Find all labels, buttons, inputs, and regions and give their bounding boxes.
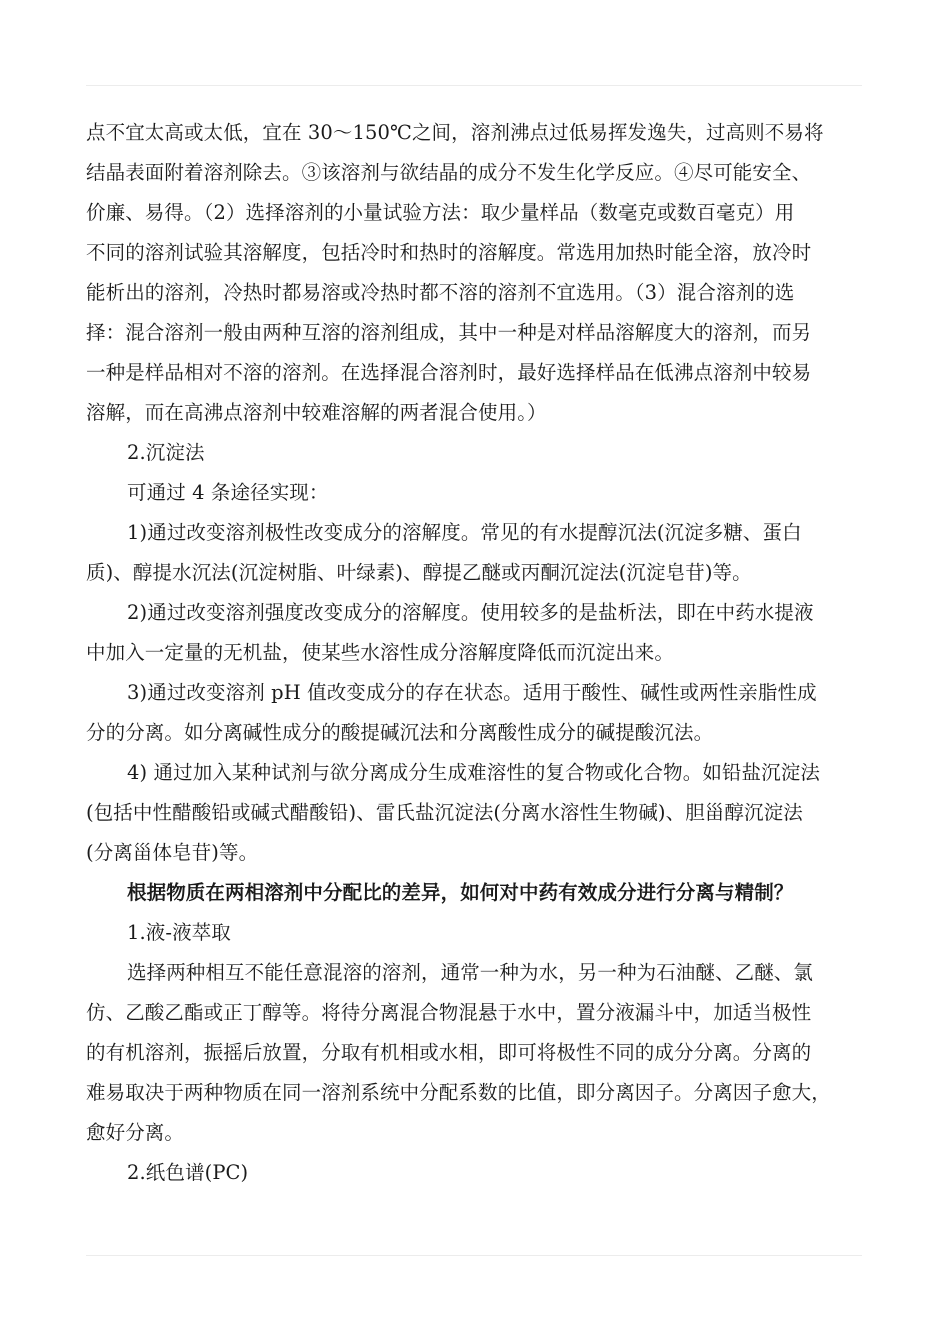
text-line: 结晶表面附着溶剂除去。③该溶剂与欲结晶的成分不发生化学反应。④尽可能安全、 [86, 161, 812, 184]
text-line: 的有机溶剂，振摇后放置，分取有机相或水相，即可将极性不同的成分分离。分离的 [86, 1041, 812, 1064]
text-line: 难易取决于两种物质在同一溶剂系统中分配系数的比值，即分离因子。分离因子愈大， [86, 1081, 831, 1104]
section-heading: 2.沉淀法 [127, 441, 205, 464]
text-line: 择：混合溶剂一般由两种互溶的溶剂组成，其中一种是对样品溶解度大的溶剂，而另 [86, 321, 812, 344]
list-item-start: 2)通过改变溶剂强度改变成分的溶解度。使用较多的是盐析法，即在中药水提液 [127, 601, 814, 624]
text-line: 质)、醇提水沉法(沉淀树脂、叶绿素)、醇提乙醚或丙酮沉淀法(沉淀皂苷)等。 [86, 561, 752, 584]
text-line: 不同的溶剂试验其溶解度，包括冷时和热时的溶解度。常选用加热时能全溶，放冷时 [86, 241, 812, 264]
text-line: 愈好分离。 [86, 1121, 185, 1144]
footer-rule [86, 1255, 862, 1256]
document-body [86, 113, 866, 1193]
text-line: (分离甾体皂苷)等。 [86, 841, 259, 864]
text-line: 中加入一定量的无机盐，使某些水溶性成分溶解度降低而沉淀出来。 [86, 641, 675, 664]
header-rule [86, 85, 862, 86]
section-heading: 2.纸色谱(PC) [127, 1161, 249, 1184]
text-line: 一种是样品相对不溶的溶剂。在选择混合溶剂时，最好选择样品在低沸点溶剂中较易 [86, 361, 812, 384]
text-line: 能析出的溶剂，冷热时都易溶或冷热时都不溶的溶剂不宜选用。（3）混合溶剂的选 [86, 281, 795, 304]
text-line: 仿、乙酸乙酯或正丁醇等。将待分离混合物混悬于水中，置分液漏斗中，加适当极性 [86, 1001, 812, 1024]
list-item-start: 3)通过改变溶剂 pH 值改变成分的存在状态。适用于酸性、碱性或两性亲脂性成 [127, 681, 817, 704]
text-line: 溶解，而在高沸点溶剂中较难溶解的两者混合使用。） [86, 401, 547, 424]
question-heading: 根据物质在两相溶剂中分配比的差异，如何对中药有效成分进行分离与精制？ [127, 881, 794, 904]
text-line: 可通过 4 条途径实现： [127, 481, 329, 504]
list-item-start: 1)通过改变溶剂极性改变成分的溶解度。常见的有水提醇沉法(沉淀多糖、蛋白 [127, 521, 802, 544]
list-item-start: 4) 通过加入某种试剂与欲分离成分生成难溶性的复合物或化合物。如铅盐沉淀法 [127, 761, 820, 784]
text-line: 选择两种相互不能任意混溶的溶剂，通常一种为水，另一种为石油醚、乙醚、氯 [127, 961, 814, 984]
text-line: 点不宜太高或太低，宜在 30～150℃之间，溶剂沸点过低易挥发逸失，过高则不易将 [86, 121, 824, 144]
section-heading: 1.液-液萃取 [127, 921, 231, 944]
text-line: 分的分离。如分离碱性成分的酸提碱沉法和分离酸性成分的碱提酸沉法。 [86, 721, 714, 744]
text-line: 价廉、易得。（2）选择溶剂的小量试验方法：取少量样品（数毫克或数百毫克）用 [86, 201, 795, 224]
text-line: (包括中性醋酸铅或碱式醋酸铅)、雷氏盐沉淀法(分离水溶性生物碱)、胆甾醇沉淀法 [86, 801, 803, 824]
